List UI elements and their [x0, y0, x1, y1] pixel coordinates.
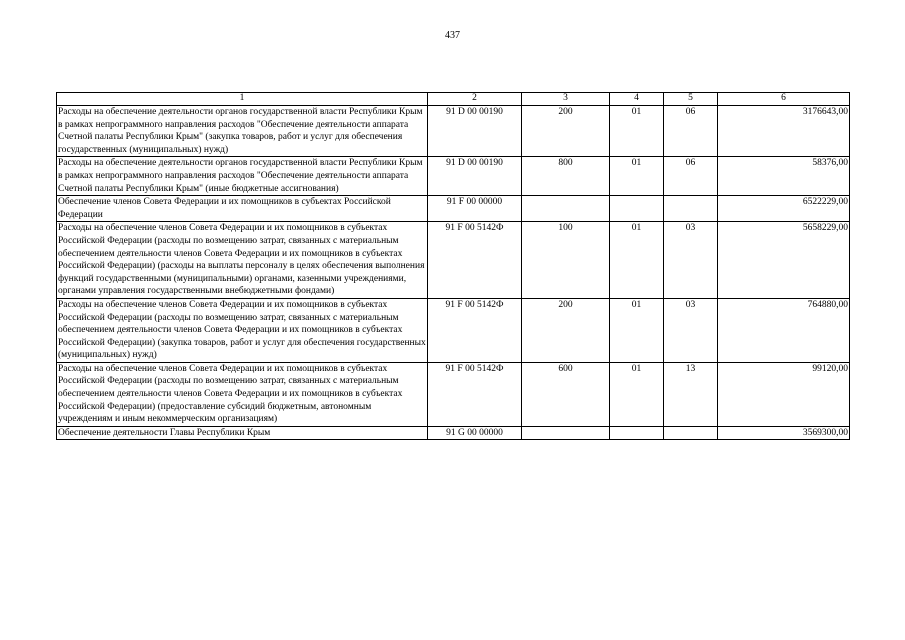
subsection-cell: 03 [664, 222, 718, 299]
header-row [57, 93, 850, 106]
header-col-1: 1 [57, 93, 428, 106]
table-row [57, 362, 850, 426]
subsection-cell: 03 [664, 298, 718, 362]
expense-name-cell: Расходы на обеспечение деятельности органов государственной власти Республики Крым в рамках непрограммного направления расходов "Обеспечение деятельности аппарата Счетной палаты Республики Крым" (иные бюджетные ассигнования) [57, 157, 428, 196]
table-row [57, 298, 850, 362]
table-row [57, 426, 850, 440]
section-cell [610, 426, 664, 440]
subsection-cell [664, 426, 718, 440]
target-code-cell: 91 F 00 5142Ф [428, 222, 522, 299]
expense-name-cell: Расходы на обеспечение деятельности органов государственной власти Республики Крым в рамках непрограммного направления расходов "Обеспечение деятельности аппарата Счетной палаты Республики Крым" (закупка товаров, работ и услуг для обеспечения государственных (муниципальных) нужд) [57, 106, 428, 157]
expense-name-cell: Расходы на обеспечение членов Совета Федерации и их помощников в субъектах Российской Федерации (расходы по возмещению затрат, связанных с материальным обеспечением деятельности членов Совета Федерации и их помощников в субъектах Российской Федерации) (предоставление субсидий бюджетным, автономным учреждениям и иным некоммерческим организациям) [57, 362, 428, 426]
section-cell: 01 [610, 298, 664, 362]
target-code-cell: 91 F 00 5142Ф [428, 362, 522, 426]
page-number: 437 [445, 30, 460, 41]
expense-name-cell: Расходы на обеспечение членов Совета Федерации и их помощников в субъектах Российской Федерации (расходы по возмещению затрат, связанных с материальным обеспечением деятельности членов Совета Федерации и их помощников в субъектах Российской Федерации) (закупка товаров, работ и услуг для обеспечения государственных (муниципальных) нужд) [57, 298, 428, 362]
table-row [57, 222, 850, 299]
table-row [57, 106, 850, 157]
section-cell [610, 196, 664, 222]
target-code-cell: 91 F 00 00000 [428, 196, 522, 222]
target-code-cell: 91 F 00 5142Ф [428, 298, 522, 362]
target-code-cell: 91 G 00 00000 [428, 426, 522, 440]
cost-type-cell: 200 [522, 106, 610, 157]
section-cell: 01 [610, 362, 664, 426]
header-col-4: 4 [610, 93, 664, 106]
amount-cell: 6522229,00 [718, 196, 850, 222]
expense-name-cell: Расходы на обеспечение членов Совета Федерации и их помощников в субъектах Российской Федерации (расходы по возмещению затрат, связанных с материальным обеспечением деятельности членов Совета Федерации и их помощников в субъектах Российской Федерации) (расходы на выплаты персоналу в целях обеспечения выполнения функций государственными (муниципальными) органами, казенными учреждениями, органами управления государственными внебюджетными фондами) [57, 222, 428, 299]
section-cell: 01 [610, 222, 664, 299]
subsection-cell: 06 [664, 157, 718, 196]
amount-cell: 764880,00 [718, 298, 850, 362]
budget-table [56, 92, 850, 440]
amount-cell: 3176643,00 [718, 106, 850, 157]
subsection-cell: 13 [664, 362, 718, 426]
section-cell: 01 [610, 157, 664, 196]
header-col-5: 5 [664, 93, 718, 106]
header-col-2: 2 [428, 93, 522, 106]
expense-name-cell: Обеспечение членов Совета Федерации и их помощников в субъектах Российской Федерации [57, 196, 428, 222]
target-code-cell: 91 D 00 00190 [428, 106, 522, 157]
header-col-6: 6 [718, 93, 850, 106]
table-row [57, 157, 850, 196]
cost-type-cell: 600 [522, 362, 610, 426]
cost-type-cell: 800 [522, 157, 610, 196]
subsection-cell [664, 196, 718, 222]
amount-cell: 99120,00 [718, 362, 850, 426]
cost-type-cell: 100 [522, 222, 610, 299]
header-col-3: 3 [522, 93, 610, 106]
section-cell: 01 [610, 106, 664, 157]
table-row [57, 196, 850, 222]
expense-name-cell: Обеспечение деятельности Главы Республики Крым [57, 426, 428, 440]
cost-type-cell [522, 196, 610, 222]
target-code-cell: 91 D 00 00190 [428, 157, 522, 196]
amount-cell: 3569300,00 [718, 426, 850, 440]
amount-cell: 58376,00 [718, 157, 850, 196]
cost-type-cell: 200 [522, 298, 610, 362]
cost-type-cell [522, 426, 610, 440]
amount-cell: 5658229,00 [718, 222, 850, 299]
subsection-cell: 06 [664, 106, 718, 157]
